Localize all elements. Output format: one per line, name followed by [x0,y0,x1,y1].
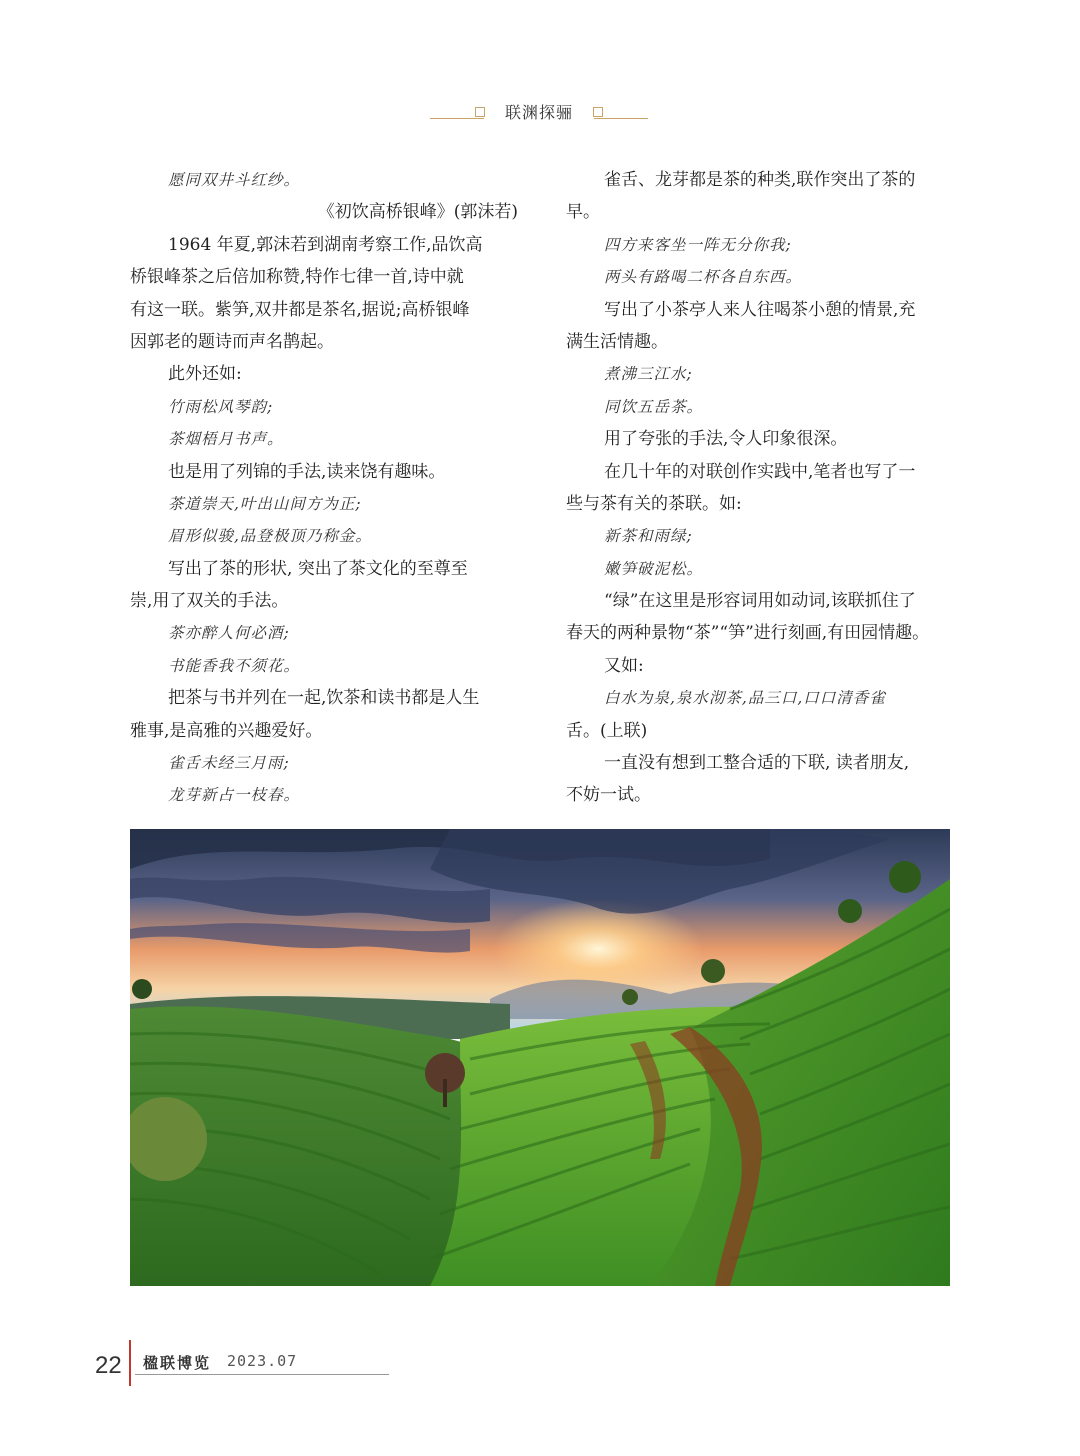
section-title: 联渊探骊 [504,103,573,122]
text-line: 些与茶有关的茶联。如: [566,493,742,514]
couplet-line: 雀舌未经三月雨; [168,754,290,773]
header-ornament-right [593,107,603,117]
couplet-line: 龙芽新占一枝春。 [168,786,301,805]
right-text-column [566,164,954,812]
text-line: 有这一联。紫笋,双井都是茶名,据说;高桥银峰 [130,299,470,320]
header-rule-right [594,118,648,119]
tea-plantation-photo [130,829,950,1286]
couplet-line: 新茶和雨绿; [604,527,693,546]
text-line: 桥银峰茶之后倍加称赞,特作七律一首,诗中就 [130,267,464,288]
text-line: 《初饮高桥银峰》(郭沫若) [317,202,518,223]
text-line: 用了夸张的手法,令人印象很深。 [604,429,848,450]
couplet-line: 嫩笋破泥松。 [604,559,704,578]
footer-underline [135,1374,389,1375]
text-line: 因郭老的题诗而声名鹊起。 [130,331,334,352]
text-line: 把茶与书并列在一起,饮茶和读书都是人生 [168,688,480,709]
footer-divider [129,1340,131,1386]
text-line: 一直没有想到工整合适的下联, 读者朋友, [604,753,910,774]
couplet-line: 茶烟梧月书声。 [168,430,284,449]
text-line: 舌。(上联) [566,720,648,741]
couplet-line: 两头有路喝二杯各自东西。 [604,268,803,287]
text-line: 写出了茶的形状, 突出了茶文化的至尊至 [168,558,468,579]
couplet-line: 书能香我不须花。 [168,656,301,675]
couplet-line: 茶亦醉人何必酒; [168,624,290,643]
section-header [430,96,648,126]
couplet-line: 四方来客坐一阵无分你我; [604,235,792,254]
couplet-line: 竹雨松风琴韵; [168,397,274,416]
couplet-line: 白水为泉,泉水沏茶,品三口,口口清香雀 [604,689,886,708]
couplet-line: 茶道崇天,叶出山间方为正; [168,494,362,513]
magazine-name: 楹联博览 [143,1354,212,1372]
text-line: 不妨一试。 [566,785,651,806]
couplet-line: 愿同双井斗红纱。 [168,171,301,189]
text-line: 在几十年的对联创作实践中,笔者也写了一 [604,461,916,482]
text-line: 此外还如: [168,364,242,385]
left-text-column [130,164,518,812]
couplet-line: 煮沸三江水; [604,365,693,384]
couplet-line: 同饮五岳茶。 [604,397,704,416]
text-line: 也是用了列锦的手法,读来饶有趣味。 [168,461,446,482]
issue-number: 2023.07 [227,1352,298,1370]
text-line: 写出了小茶亭人来人往喝茶小憩的情景,充 [604,299,916,320]
text-line: 满生活情趣。 [566,331,668,352]
text-line: 又如: [604,655,644,676]
page-number: 22 [95,1352,122,1379]
text-line: 崇,用了双关的手法。 [130,591,289,612]
text-line: 雅事,是高雅的兴趣爱好。 [130,720,323,741]
text-line: 早。 [566,202,600,223]
text-line: 1964 年夏,郭沫若到湖南考察工作,品饮高 [168,234,483,255]
text-line: 雀舌、龙芽都是茶的种类,联作突出了茶的 [604,170,916,190]
couplet-line: 眉形似骏,品登极顶乃称金。 [168,527,372,546]
text-line: “绿”在这里是形容词用如动词,该联抓住了 [604,591,916,612]
text-line: 春天的两种景物“茶”“笋”进行刻画,有田园情趣。 [566,623,930,644]
